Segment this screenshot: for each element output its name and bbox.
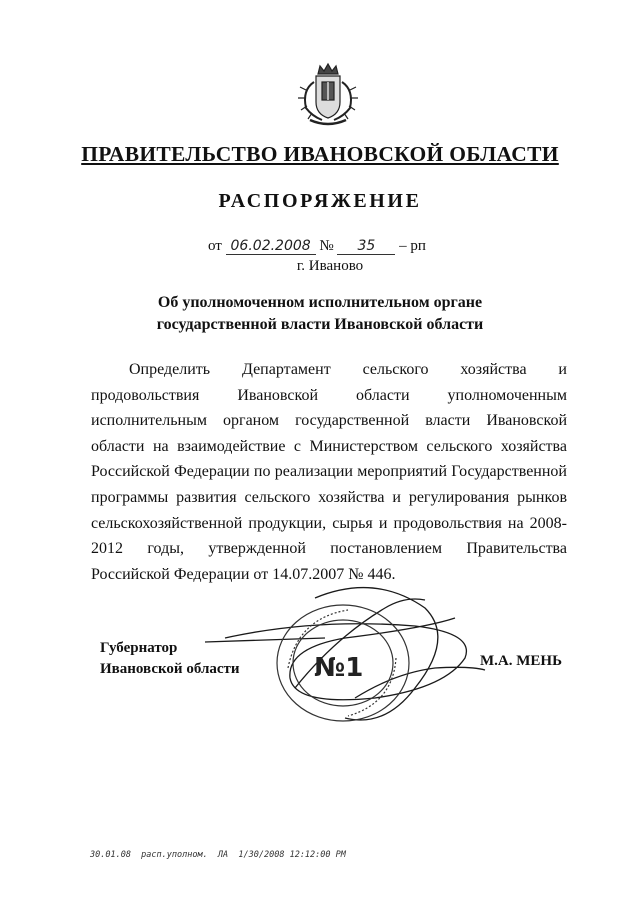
date-prefix: от: [208, 238, 222, 254]
subject-line-1: Об уполномоченном исполнительном органе: [157, 294, 483, 311]
signer-position: [100, 638, 240, 680]
stamp-number: №1: [314, 653, 364, 683]
body-paragraph: Определить Департамент сельского хозяйства и продовольствия Ивановской области уполномоченным исполнительным органом государственной власти Ивановской области на взаимодействие с Министерством сельского хозяйства Российской Федерации по реализации мероприятий Государственной программы развития сельского хозяйства и регулирования рынков сельскохозяйственной продукции, сырья и продовольствия на 2008-2012 годы, утвержденной постановлением Правительства Российской Федерации от 14.07.2007 № 446.: [91, 361, 567, 583]
round-stamp-icon: [268, 598, 418, 728]
handwritten-number: 35: [337, 238, 395, 255]
document-subject: [0, 292, 640, 336]
signer-position-line-1: Губернатор: [100, 640, 178, 656]
number-suffix: – рп: [399, 238, 426, 254]
subject-line-2: государственной власти Ивановской области: [156, 316, 484, 333]
number-label: №: [319, 238, 334, 254]
handwritten-date: 06.02.2008: [226, 238, 316, 255]
ivanovo-coat-of-arms-icon: [288, 62, 368, 132]
footer-meta: 30.01.08 расп.уполном. ЛА 1/30/2008 12:12:00 PM: [90, 850, 346, 860]
city: г. Иваново: [296, 258, 364, 274]
signer-position-line-2: Ивановской области: [100, 661, 240, 677]
document-type: РАСПОРЯЖЕНИЕ: [218, 190, 422, 212]
registration-line: [208, 238, 426, 255]
organization-title: ПРАВИТЕЛЬСТВО ИВАНОВСКОЙ ОБЛАСТИ: [81, 142, 559, 166]
signer-name: М.А. МЕНЬ: [480, 653, 562, 669]
